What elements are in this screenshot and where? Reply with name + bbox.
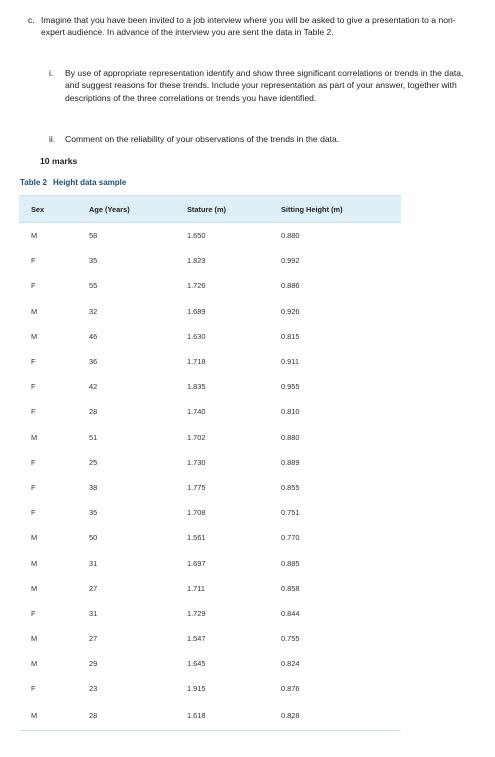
table-row xyxy=(19,324,401,349)
cell-sitting-height: 0.876 xyxy=(281,684,300,694)
cell-sex: M xyxy=(31,634,38,644)
cell-age: 35 xyxy=(89,256,98,266)
table-row xyxy=(19,299,401,324)
cell-sex: M xyxy=(31,558,38,568)
table-row xyxy=(19,248,401,273)
cell-age: 51 xyxy=(89,432,98,442)
cell-age: 23 xyxy=(89,684,98,694)
cell-age: 38 xyxy=(89,482,98,492)
table-row xyxy=(19,223,401,249)
cell-age: 58 xyxy=(89,231,98,241)
cell-sex: M xyxy=(31,432,38,442)
table-row xyxy=(19,702,401,731)
table-title: Height data sample xyxy=(52,178,127,187)
question-c-text: Imagine that you have been invited to a job interview where you will be asked to give a presentation to a non-expert audience. In advance of the interview you are sent the data in Table 2. xyxy=(41,15,456,38)
cell-sex: F xyxy=(31,357,36,367)
cell-stature: 1.561 xyxy=(187,533,206,543)
subpart-ii-marker: ii. xyxy=(49,134,56,144)
cell-sex: F xyxy=(31,482,36,492)
cell-age: 46 xyxy=(89,331,98,341)
table-row xyxy=(19,374,401,399)
table-row xyxy=(19,349,401,374)
header-stature: Stature (m) xyxy=(187,196,281,223)
subpart-i-marker: i. xyxy=(49,68,54,78)
cell-age: 27 xyxy=(89,634,98,644)
cell-stature: 1.697 xyxy=(187,558,206,568)
cell-age: 36 xyxy=(89,357,98,367)
table-row xyxy=(19,475,401,500)
table-row xyxy=(19,525,401,550)
cell-sitting-height: 0.880 xyxy=(281,432,300,442)
height-data-table xyxy=(19,195,401,731)
question-c xyxy=(28,14,468,39)
table-row xyxy=(19,576,401,601)
cell-sex: F xyxy=(31,684,36,694)
cell-sitting-height: 0.751 xyxy=(281,508,300,518)
cell-sitting-height: 0.815 xyxy=(281,331,300,341)
cell-stature: 1.618 xyxy=(187,702,281,731)
cell-sex: F xyxy=(31,508,36,518)
cell-age: 31 xyxy=(89,558,98,568)
cell-stature: 1.711 xyxy=(187,583,205,593)
table-row xyxy=(19,450,401,475)
cell-age: 42 xyxy=(89,382,98,392)
cell-age: 28 xyxy=(89,702,187,731)
cell-sex: M xyxy=(31,659,38,669)
cell-sitting-height: 0.810 xyxy=(281,407,300,417)
cell-stature: 1.645 xyxy=(187,659,206,669)
table-caption xyxy=(20,178,126,187)
table-row xyxy=(19,273,401,298)
cell-sex: F xyxy=(31,608,36,618)
cell-age: 25 xyxy=(89,457,98,467)
question-c-row xyxy=(28,14,468,39)
cell-sitting-height: 0.858 xyxy=(281,583,300,593)
cell-sex: M xyxy=(31,583,38,593)
cell-sitting-height: 0.911 xyxy=(281,357,299,367)
subpart-i xyxy=(46,67,466,104)
cell-sex: F xyxy=(31,382,36,392)
cell-sex: M xyxy=(19,702,89,731)
cell-sitting-height: 0.755 xyxy=(281,634,300,644)
cell-stature: 1.547 xyxy=(187,634,206,644)
cell-stature: 1.718 xyxy=(187,357,206,367)
cell-stature: 1.726 xyxy=(187,281,206,291)
table-row xyxy=(19,626,401,651)
cell-sitting-height: 0.926 xyxy=(281,306,300,316)
question-c-marker: c. xyxy=(28,15,35,25)
cell-stature: 1.708 xyxy=(187,508,206,518)
cell-stature: 1.630 xyxy=(187,331,206,341)
cell-sitting-height: 0.992 xyxy=(281,256,300,266)
table-row xyxy=(19,425,401,450)
table-row xyxy=(19,601,401,626)
table-row xyxy=(19,399,401,424)
cell-sex: M xyxy=(31,231,38,241)
cell-age: 29 xyxy=(89,659,98,669)
table-row xyxy=(19,651,401,676)
cell-age: 28 xyxy=(89,407,98,417)
cell-sex: F xyxy=(31,256,36,266)
cell-sitting-height: 0.886 xyxy=(281,281,300,291)
cell-sitting-height: 0.955 xyxy=(281,382,300,392)
cell-age: 31 xyxy=(89,608,98,618)
cell-sex: F xyxy=(31,407,36,417)
cell-sitting-height: 0.885 xyxy=(281,558,300,568)
cell-sitting-height: 0.889 xyxy=(281,457,300,467)
cell-stature: 1.730 xyxy=(187,457,206,467)
header-sex: Sex xyxy=(19,196,89,223)
cell-stature: 1.823 xyxy=(187,256,206,266)
header-age: Age (Years) xyxy=(89,196,187,223)
cell-age: 32 xyxy=(89,306,98,316)
cell-sex: F xyxy=(31,457,36,467)
cell-stature: 1.915 xyxy=(187,684,206,694)
cell-sex: M xyxy=(31,306,38,316)
cell-sitting-height: 0.770 xyxy=(281,533,300,543)
cell-stature: 1.650 xyxy=(187,231,206,241)
cell-sitting-height: 0.824 xyxy=(281,659,300,669)
subpart-i-text: By use of appropriate representation identify and show three significant correlations or trends in the data, and suggest reasons for these trends. Include your representation as part of your answer, together with descriptions of the three correlations or trends you have identified. xyxy=(65,68,464,103)
cell-age: 27 xyxy=(89,583,98,593)
cell-sex: M xyxy=(31,533,38,543)
cell-age: 55 xyxy=(89,281,98,291)
subpart-ii xyxy=(46,133,466,145)
cell-stature: 1.775 xyxy=(187,482,206,492)
marks-label: 10 marks xyxy=(40,156,78,166)
table-label: Table 2 xyxy=(20,178,47,187)
cell-stature: 1.702 xyxy=(187,432,206,442)
cell-stature: 1.740 xyxy=(187,407,206,417)
table-row xyxy=(19,676,401,701)
cell-age: 35 xyxy=(89,508,98,518)
cell-sitting-height: 0.880 xyxy=(281,231,300,241)
header-sitting-height: Sitting Height (m) xyxy=(281,196,401,223)
cell-sex: F xyxy=(31,281,36,291)
cell-sitting-height: 0.844 xyxy=(281,608,300,618)
cell-age: 50 xyxy=(89,533,98,543)
cell-stature: 1.835 xyxy=(187,382,206,392)
cell-sitting-height: 0.828 xyxy=(281,702,401,731)
table-row xyxy=(19,500,401,525)
cell-stature: 1.729 xyxy=(187,608,206,618)
table-body xyxy=(19,223,401,731)
subpart-ii-text: Comment on the reliability of your observations of the trends in the data. xyxy=(65,134,340,144)
cell-sex: M xyxy=(31,331,38,341)
table-row xyxy=(19,550,401,575)
cell-sitting-height: 0.855 xyxy=(281,482,300,492)
table-header-row xyxy=(19,196,401,223)
cell-stature: 1.689 xyxy=(187,306,206,316)
